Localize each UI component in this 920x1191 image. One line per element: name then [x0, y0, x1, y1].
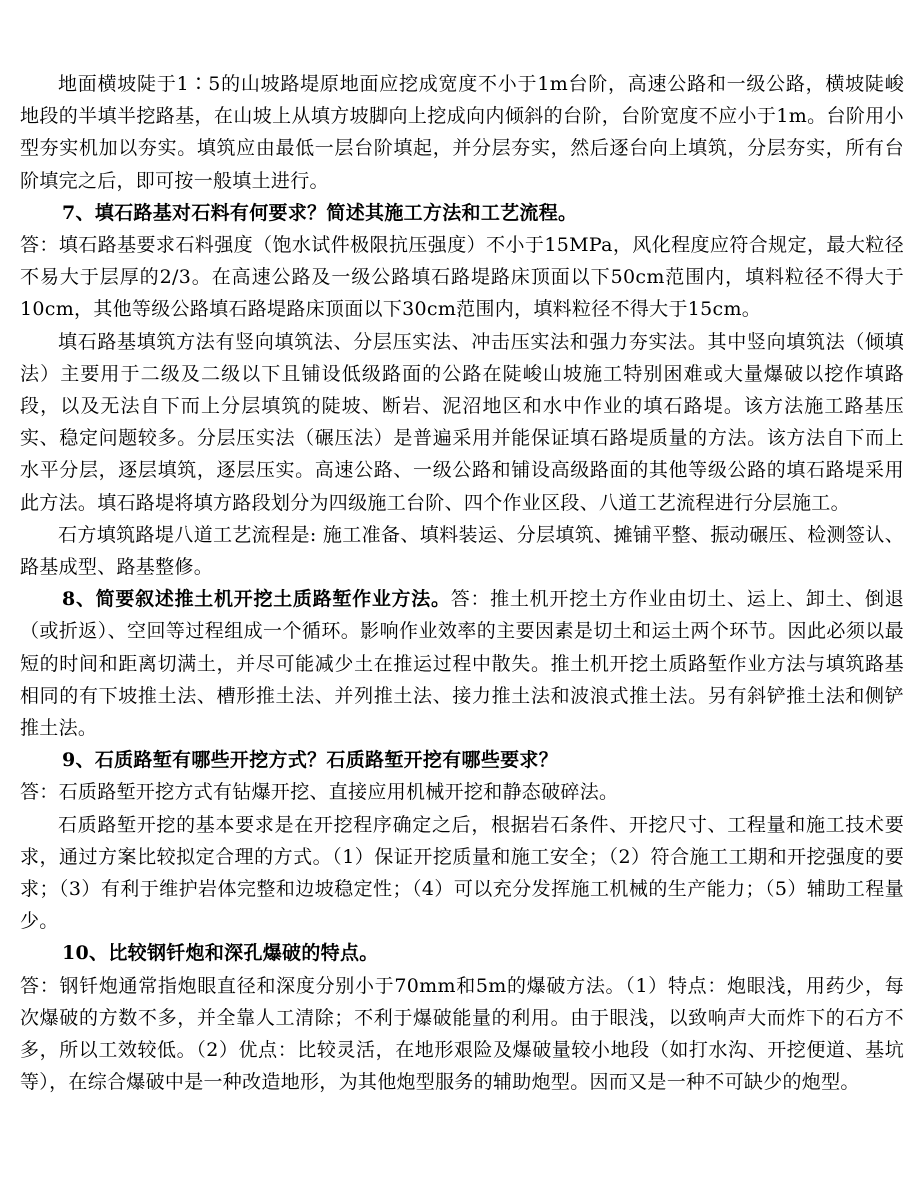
answer-8: 答：推土机开挖土方作业由切土、运上、卸土、倒退（或折返）、空回等过程组成一个循环。影响作业效率的主要因素是切土和运土两个环节。因此必须以最短的时间和距离切满土，并尽可能减少土在推运过程中散失。推土机开挖土质路堑作业方法与填筑路基相同的有下坡推土法、槽形推土法、并列推土法、接力推土法和波浪式推土法。另有斜铲推土法和侧铲推土法。: [20, 588, 904, 740]
question-7: 7、填石路基对石料有何要求？简述其施工方法和工艺流程。: [62, 201, 578, 224]
answer-10: 答：钢钎炮通常指炮眼直径和深度分别小于70mm和5m的爆破方法。（1）特点：炮眼浅，用药少，每次爆破的方数不多，并全靠人工清除；不利于爆破能量的利用。由于眼浅，以致响声大而炸下的石方不多，所以工效较低。（2）优点：比较灵活，在地形艰险及爆破量较小地段（如打水沟、开挖便道、基坑等），在综合爆破中是一种改造地形，为其他炮型服务的辅助炮型。因而又是一种不可缺少的炮型。: [20, 974, 904, 1094]
answer-7-methods: 填石路基填筑方法有竖向填筑法、分层压实法、冲击压实法和强力夯实法。其中竖向填筑法（倾填法）主要用于二级及二级以下且铺设低级路面的公路在陡峻山坡施工特别困难或大量爆破以挖作填路段，以及无法自下而上分层填筑的陡坡、断岩、泥沼地区和水中作业的填石路堤。该方法施工路基压实、稳定问题较多。分层压实法（碾压法）是普遍采用并能保证填石路堤质量的方法。该方法自下而上水平分层，逐层填筑，逐层压实。高速公路、一级公路和铺设高级路面的其他等级公路的填石路堤采用此方法。填石路堤将填方路段划分为四级施工台阶、四个作业区段、八道工艺流程进行分层施工。: [20, 330, 904, 514]
paragraph-slope-steps: 地面横坡陡于1∶5的山坡路堤原地面应挖成宽度不小于1m台阶，高速公路和一级公路，横坡陡峻地段的半填半挖路基，在山坡上从填方坡脚向上挖成向内倾斜的台阶，台阶宽度不应小于1m。台阶用小型夯实机加以夯实。填筑应由最低一层台阶填起，并分层夯实，然后逐台向上填筑，分层夯实，所有台阶填完之后，即可按一般填土进行。: [20, 73, 904, 192]
answer-7-materials: 答：填石路基要求石料强度（饱水试件极限抗压强度）不小于15MPa，风化程度应符合规定，最大粒径不易大于层厚的2/3。在高速公路及一级公路填石路堤路床顶面以下50cm范围内，填料粒径不得大于10cm，其他等级公路填石路堤路床顶面以下30cm范围内，填料粒径不得大于15cm。: [20, 234, 904, 321]
answer-9-requirements: 石质路堑开挖的基本要求是在开挖程序确定之后，根据岩石条件、开挖尺寸、工程量和施工技术要求，通过方案比较拟定合理的方式。（1）保证开挖质量和施工安全；（2）符合施工工期和开挖强度的要求；（3）有利于维护岩体完整和边坡稳定性；（4）可以充分发挥施工机械的生产能力；（5）辅助工程量少。: [20, 813, 904, 933]
question-9: 9、石质路堑有哪些开挖方式？石质路堑开挖有哪些要求？: [62, 749, 559, 772]
question-8: 8、简要叙述推土机开挖土质路堑作业方法。: [62, 588, 451, 611]
answer-9-methods: 答：石质路堑开挖方式有钻爆开挖、直接应用机械开挖和静态破碎法。: [20, 781, 619, 804]
question-10: 10、比较钢钎炮和深孔爆破的特点。: [62, 942, 379, 965]
question-8-block: [20, 583, 904, 744]
answer-7-process: 石方填筑路堤八道工艺流程是: 施工准备、填料装运、分层填筑、摊铺平整、振动碾压、检测签认、路基成型、路基整修。: [20, 523, 904, 579]
document-page: [20, 68, 904, 1099]
